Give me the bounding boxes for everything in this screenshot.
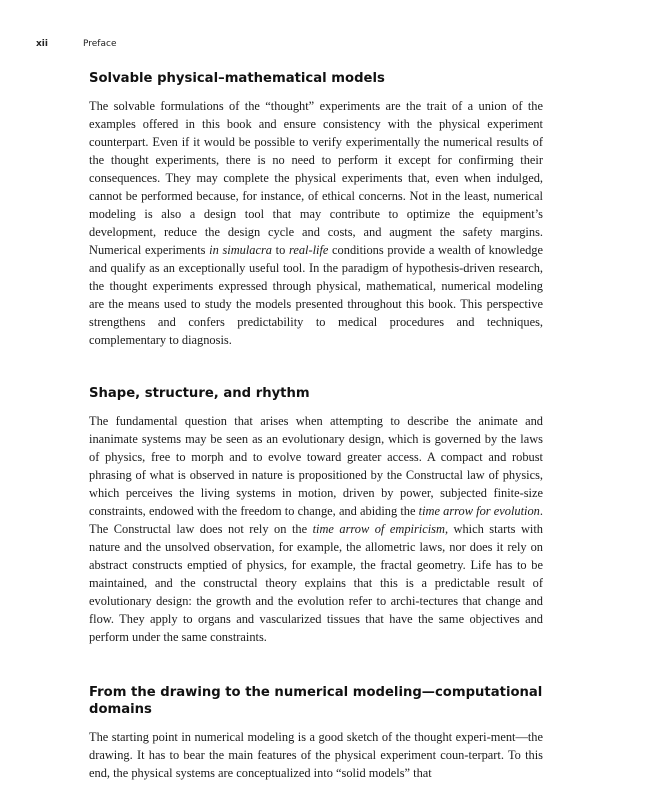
running-title: Preface — [83, 39, 117, 49]
page-content — [89, 70, 543, 782]
section-paragraph: The fundamental question that arises when attempting to describe the animate and inanimate systems may be seen as an evolutionary design, which is governed by the laws of physics, free to morph and to evolve toward greater access. A compact and robust phrasing of what is observed in nature is propositioned by the Constructal law of physics, which perceives the living systems in motion, driven by power, subjected finite-size constraints, endowed with the freedom to change, and abiding the time arrow for evolution. The Constructal law does not rely on the time arrow of empiricism, which starts with nature and the unsolved observation, for example, the allometric laws, nor does it rely on abstract constructs emptied of physics, for example, the fractal geometry. Life has to be maintained, and the constructal theory explains that this is a predictable result of evolutionary design: the growth and the evolution refer to archi-tectures that change and flow. They apply to organs and vascularized tissues that have the same objectives and perform under the same constraints. — [89, 414, 543, 644]
italic-term: in simulacra — [209, 243, 273, 257]
italic-term: real-life — [288, 243, 329, 257]
italic-term: time arrow for evolution — [418, 504, 540, 518]
running-header — [36, 39, 116, 49]
section-heading: From the drawing to the numerical modeling—computational domains — [89, 685, 543, 717]
page-number: xii — [36, 39, 48, 49]
section-shape-structure-rhythm — [89, 385, 543, 646]
italic-term: time arrow of empiricism — [312, 522, 445, 536]
section-heading: Shape, structure, and rhythm — [89, 386, 310, 401]
section-drawing-to-modeling — [89, 684, 543, 782]
section-solvable-models — [89, 70, 543, 349]
section-heading: Solvable physical–mathematical models — [89, 71, 385, 86]
section-paragraph: The starting point in numerical modeling is a good sketch of the thought experi-ment—the drawing. It has to bear the main features of the physical experiment coun-terpart. To this end, the physical systems are conceptualized into “solid models” that — [89, 730, 543, 780]
section-paragraph: The solvable formulations of the “thought” experiments are the trait of a union of the examples offered in this book and ensure consistency with the physical experiment counterpart. Even if it would be possible to verify experimentally the numerical results of the thought experiments, there is no need to perform it except for confirming their consequences. They may complete the physical experiments that, even when indulged, cannot be performed because, for instance, of ethical concerns. Not in the least, numerical modeling is also a design tool that may contribute to optimize the equipment’s development, reduce the design cycle and costs, and augment the safety margins. Numerical experiments in simulacra to real-life conditions provide a wealth of knowledge and qualify as an exceptionally useful tool. In the paradigm of hypothesis-driven research, the thought experiments expressed through physical, mathematical, numerical modeling are the means used to study the models presented throughout this book. This perspective strengthens and confers predictability to medical procedures and techniques, complementary to diagnosis. — [89, 99, 543, 347]
